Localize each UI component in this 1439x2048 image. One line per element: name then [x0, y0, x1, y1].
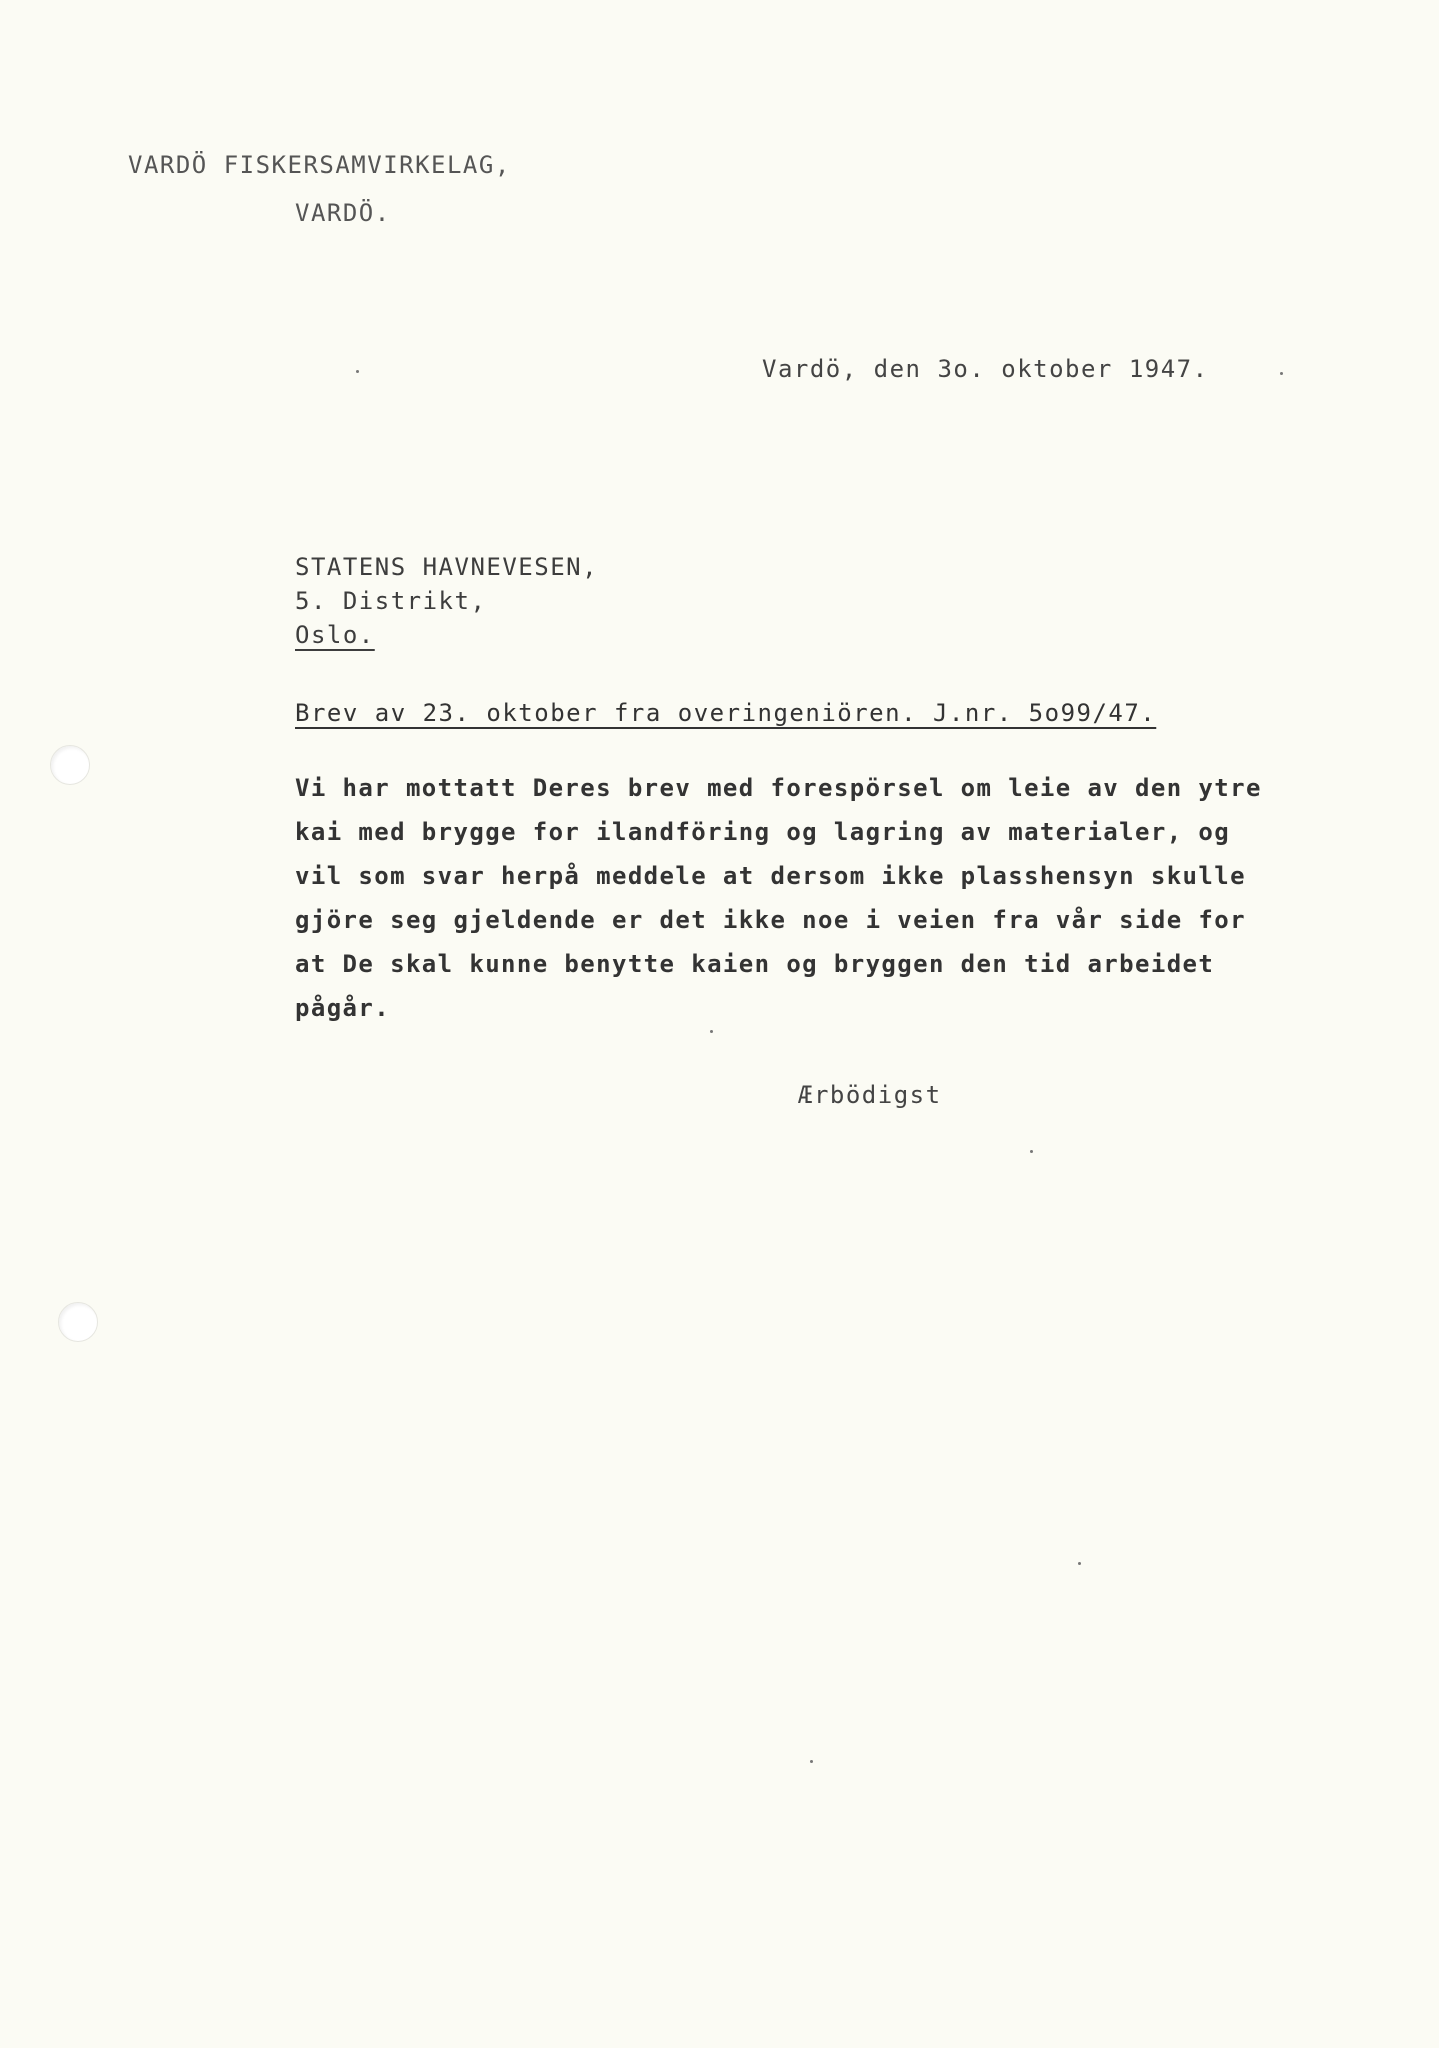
paper-speck [710, 1030, 713, 1033]
letter-body [295, 766, 1395, 1030]
subject-line: Brev av 23. oktober fra overingeniören. J.nr. 5o99/47. [295, 699, 1157, 727]
letter-date: Vardö, den 3o. oktober 1947. [762, 355, 1209, 383]
sender-city: VARDÖ. [295, 199, 391, 227]
body-line: at De skal kunne benytte kaien og bryggen den tid arbeidet [295, 950, 1215, 978]
paper-speck [1280, 372, 1283, 375]
recipient-line-3: Oslo. [295, 621, 375, 649]
body-line: vil som svar herpå meddele at dersom ikke plasshensyn skulle [295, 862, 1246, 890]
punch-hole [50, 745, 90, 785]
recipient-line-1: STATENS HAVNEVESEN, [295, 553, 599, 581]
closing-salutation: Ærbödigst [798, 1081, 942, 1109]
sender-name: VARDÖ FISKERSAMVIRKELAG, [128, 151, 511, 179]
paper-speck [356, 370, 359, 373]
body-line: pågår. [295, 994, 391, 1022]
paper-speck [1078, 1562, 1081, 1565]
body-line: kai med brygge for ilandföring og lagring av materialer, og [295, 818, 1231, 846]
paper-speck [1030, 1150, 1033, 1153]
recipient-line-2: 5. Distrikt, [295, 587, 487, 615]
paper-speck [810, 1760, 813, 1763]
body-line: Vi har mottatt Deres brev med forespörsel om leie av den ytre [295, 774, 1262, 802]
body-line: gjöre seg gjeldende er det ikke noe i veien fra vår side for [295, 906, 1246, 934]
punch-hole [58, 1302, 98, 1342]
